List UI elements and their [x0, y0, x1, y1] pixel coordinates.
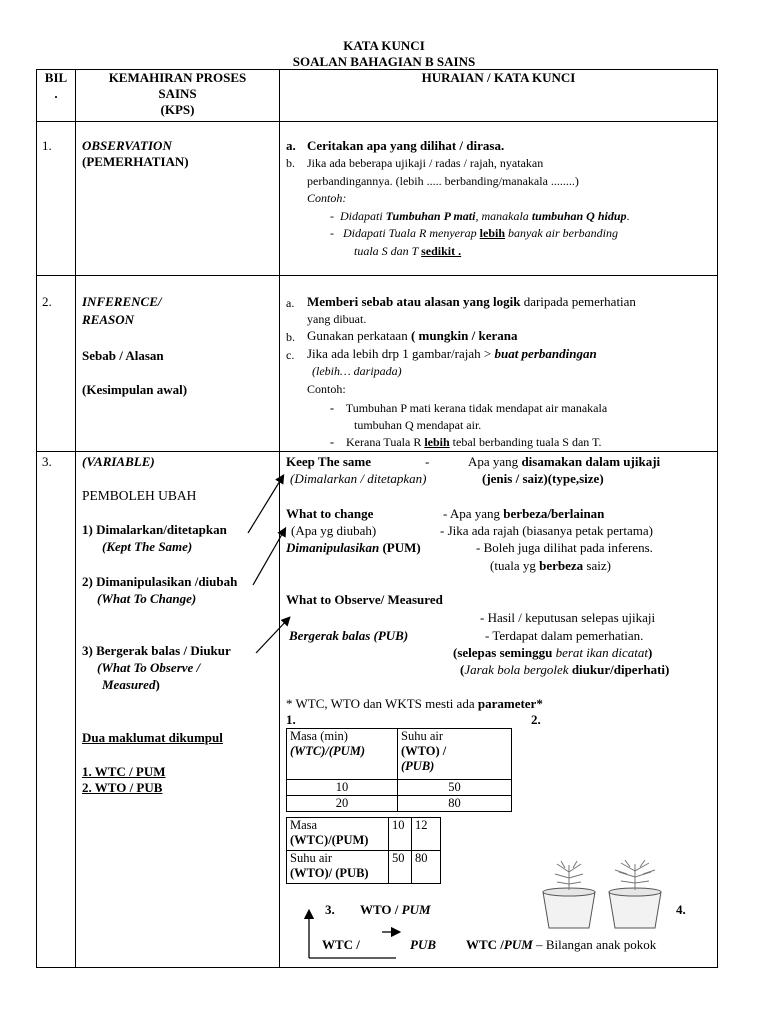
row2-a-line2: yang dibuat. — [307, 312, 367, 326]
graph-x-label: WTC / — [322, 937, 360, 952]
row2-c-line2: (lebih… daripada) — [312, 364, 402, 378]
table2-r2b: (WTO)/ (PUB) — [290, 866, 369, 880]
row2-a-text: Memberi sebab atau alasan yang logik daripada pemerhatian — [307, 294, 636, 309]
change-title: What to change — [286, 506, 374, 521]
table2-r1a: Masa — [290, 818, 318, 832]
row3-dua: Dua maklumat dikumpul — [82, 730, 223, 745]
label-1: 1. — [286, 712, 296, 727]
row2-ex1: - Tumbuhan P mati kerana tidak mendapat air manakala — [330, 401, 608, 415]
table1-cell: 80 — [398, 796, 512, 812]
keep-sub: (Dimalarkan / ditetapkan) — [290, 471, 427, 486]
plant-pot-left — [543, 861, 595, 928]
header-kps-1: KEMAHIRAN PROSES — [108, 70, 247, 85]
table1-cell: 20 — [287, 796, 398, 812]
change-rhs: - Apa yang berbeza/berlainan — [443, 506, 605, 521]
header-huraian: HURAIAN / KATA KUNCI — [421, 70, 576, 85]
graph-y-label: WTO / PUM — [360, 902, 431, 917]
header-kps-2: SAINS — [158, 86, 197, 101]
row2-kps-en2: REASON — [82, 312, 135, 327]
row1-a-marker: a. — [286, 138, 296, 153]
row2-kps-my: Sebab / Alasan — [82, 348, 164, 363]
row3-item3-en2: Measured) — [102, 677, 160, 692]
row2-ex1-line2: tumbuhan Q mendapat air. — [354, 418, 482, 432]
row2-contoh: Contoh: — [307, 382, 346, 396]
table1-h2b: (WTO) / — [401, 744, 447, 758]
header-bil: BIL — [44, 70, 68, 85]
row2-c-text: Jika ada lebih drp 1 gambar/rajah > buat perbandingan — [307, 346, 597, 361]
obs-pub: Bergerak balas (PUB) — [289, 628, 409, 643]
row3-item3-en1: (What To Observe / — [97, 660, 201, 675]
header-bil-dot: . — [54, 86, 58, 101]
table1-h1b: (WTC)/(PUM) — [290, 744, 365, 758]
graph-num: 3. — [325, 902, 335, 917]
label-2: 2. — [531, 712, 541, 727]
row1-a-text: Ceritakan apa yang dilihat / dirasa. — [307, 138, 505, 153]
change-pum: Dimanipulasikan (PUM) — [286, 540, 421, 555]
table1-cell: 10 — [287, 780, 398, 796]
row3-item1: 1) Dimalarkan/ditetapkan — [82, 522, 227, 537]
obs-line3: (selepas seminggu berat ikan dicatat) — [453, 645, 653, 660]
obs-line2: - Terdapat dalam pemerhatian. — [485, 628, 644, 643]
table2-cell: 12 — [412, 818, 441, 851]
table1-cell: 50 — [398, 780, 512, 796]
row2-kps-en1: INFERENCE/ — [82, 294, 162, 309]
row3-kps-my: PEMBOLEH UBAH — [82, 488, 197, 503]
row1-b-text2: perbandingannya. (lebih ..... berbanding/manakala ........) — [307, 174, 579, 188]
row3-item1-en: (Kept The Same) — [102, 539, 193, 554]
keep-title: Keep The same — [286, 454, 371, 469]
row3-wtc: 1. WTC / PUM — [82, 764, 166, 779]
table2-r2a: Suhu air — [290, 851, 333, 865]
row1-kps-my: (PEMERHATIAN) — [82, 154, 189, 169]
row1-ex1: - Didapati Tumbuhan P mati, manakala tumbuhan Q hidup. — [330, 209, 630, 223]
plant-num: 4. — [676, 902, 686, 917]
change-sub: (Apa yg diubah) — [291, 523, 377, 538]
row1-ex2: - Didapati Tuala R menyerap lebih banyak air berbanding — [330, 226, 619, 240]
row3-wto: 2. WTO / PUB — [82, 780, 163, 795]
row1-kps-en: OBSERVATION — [82, 138, 172, 153]
row2-b-text: Gunakan perkataan ( mungkin / kerana — [307, 328, 518, 343]
keep-sub2: (jenis / saiz)(type,size) — [482, 471, 604, 486]
title-line2: SOALAN BAHAGIAN B SAINS — [292, 54, 476, 69]
plant-caption: WTC /PUM – Bilangan anak pokok — [466, 937, 657, 952]
header-kps-3: (KPS) — [160, 102, 195, 117]
table1-h2a: Suhu air — [401, 729, 444, 743]
obs-line4: (Jarak bola bergolek diukur/diperhati) — [460, 662, 670, 677]
graph-x-label-2: PUB — [410, 937, 436, 952]
obs-title: What to Observe/ Measured — [286, 592, 443, 607]
row3-kps-en: (VARIABLE) — [82, 454, 155, 469]
plant-pot-right — [609, 860, 661, 928]
row3-number: 3. — [42, 454, 52, 469]
row3-item2-en: (What To Change) — [97, 591, 197, 606]
table2-cell: 80 — [412, 851, 441, 884]
param-note: * WTC, WTO dan WKTS mesti ada parameter* — [286, 696, 543, 711]
row1-ex2-line2: tuala S dan T sedikit . — [354, 244, 462, 258]
change-tuala: (tuala yg berbeza saiz) — [490, 558, 611, 573]
row2-b-marker: b. — [286, 330, 295, 344]
row2-number: 2. — [42, 294, 52, 309]
row3-item2: 2) Dimanipulasikan /diubah — [82, 574, 238, 589]
row2-ex2: - Kerana Tuala R lebih tebal berbanding tuala S dan T. — [330, 435, 602, 449]
keep-desc: Apa yang disamakan dalam ujikaji — [468, 454, 661, 469]
obs-line1: - Hasil / keputusan selepas ujikaji — [480, 610, 656, 625]
table2-r1b: (WTC)/(PUM) — [290, 833, 369, 847]
title-line1: KATA KUNCI — [343, 38, 425, 53]
change-sub2: - Jika ada rajah (biasanya petak pertama) — [440, 523, 653, 538]
plant-pots-illustration — [535, 860, 670, 932]
row2-a-marker: a. — [286, 296, 295, 310]
table2-cell: 50 — [389, 851, 412, 884]
row1-b-marker: b. — [286, 156, 295, 170]
row1-b-text1: Jika ada beberapa ujikaji / radas / rajah, nyatakan — [307, 156, 544, 170]
change-pum2: - Boleh juga dilihat pada inferens. — [476, 540, 653, 555]
table2-cell: 10 — [389, 818, 412, 851]
table1-h1a: Masa (min) — [290, 729, 348, 743]
row2-c-marker: c. — [286, 348, 295, 362]
row3-item3: 3) Bergerak balas / Diukur — [82, 643, 231, 658]
row1-contoh: Contoh: — [307, 191, 347, 205]
keep-dash: - — [425, 454, 430, 469]
row2-kps-note: (Kesimpulan awal) — [82, 382, 188, 397]
row1-number: 1. — [42, 138, 52, 153]
table1-h2c: (PUB) — [401, 759, 435, 773]
